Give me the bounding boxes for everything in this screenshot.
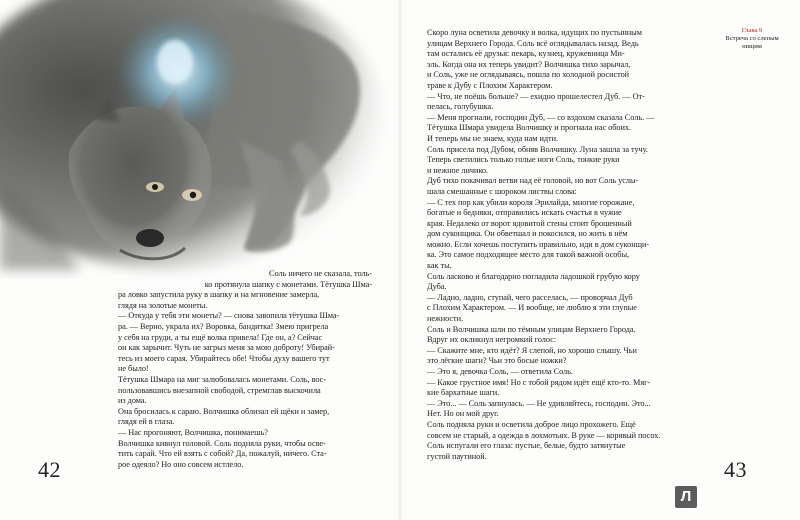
- text-line: — Нас прогоняют, Волчишка, понимаешь?: [118, 427, 268, 437]
- text-line: кие бархатные шаги.: [427, 388, 500, 398]
- left-page-text: [118, 269, 372, 470]
- text-line: можно. Если хочешь поступить правильно, иди в дом суконщи-: [427, 239, 650, 249]
- chapter-subtitle-line-1: Встреча со слепым: [725, 35, 779, 42]
- text-line: ка. Это самое подходящее место для такой важной особы,: [427, 250, 630, 260]
- page-number-left: 42: [38, 457, 61, 482]
- text-line: — С тех пор как убили короля Эрилайда, многие горожане,: [427, 197, 635, 207]
- text-line: он как зарычит. Чуть не загрыз меня за мою доброту! Убирай-: [118, 343, 335, 353]
- text-line: глядя на золотые монеты.: [118, 300, 208, 310]
- text-line: траве к Дубу с Плохим Характером.: [427, 80, 553, 90]
- text-line: Соль присела под Дубом, обняв Волчишку. Луна зашла за тучу.: [427, 144, 648, 154]
- text-line: Дуба.: [427, 282, 447, 292]
- text-line: эль. Когда она их теперь увидит? Волчишка тихо зарычал,: [427, 59, 631, 69]
- text-line: Тётушка Шмара на миг залюбовалась монетами. Соль, вос-: [118, 374, 327, 384]
- text-line: Соль ничего не сказала, толь-: [269, 269, 372, 278]
- wolf-left-pupil: [152, 184, 158, 190]
- chapter-title: Глава 9: [741, 27, 763, 34]
- chapter-heading: [714, 27, 790, 51]
- text-line: и нежное личико.: [427, 165, 489, 175]
- text-line: — Меня прогнали, господин Дуб, — со вздохом сказала Соль. —: [427, 112, 655, 122]
- text-line: у себя на груди, а ты ещё волка привела! Где он, а? Сейчас: [118, 332, 323, 342]
- text-line: как ты.: [427, 261, 452, 271]
- text-line: — Откуда у тебя эти монеты? — снова завопила тётушка Шма-: [118, 311, 340, 321]
- text-line: улицам Верхнего Города. Соль всё оглядывалась назад. Ведь: [427, 38, 639, 48]
- text-line: Соль и Волчишка шли по тёмным улицам Верхнего Города.: [427, 324, 636, 334]
- text-line: Она бросилась к сараю. Волчишка облизал ей щёки и замер,: [118, 406, 330, 416]
- text-line: и Соль, уже не оглядываясь, пошла по холодной росистой: [427, 70, 630, 80]
- text-line: И теперь мы не знаем, куда нам идти.: [427, 133, 559, 143]
- text-line: это лёгкие шаги? Чьи это босые ножки?: [427, 356, 567, 366]
- text-line: Волчишка кивнул головой. Соль подняла руки, чтобы осве-: [118, 438, 326, 448]
- text-line: Соль испугали его глаза: пустые, белые, будто затянутые: [427, 441, 626, 451]
- right-page-text: [427, 28, 689, 462]
- text-line: — Что, не поёшь больше? — ехидно прошелестел Дуб. — От-: [427, 91, 645, 101]
- text-line: шала смешанные с шороком листвы слова:: [427, 186, 577, 196]
- text-line: Теперь светились только голые ноги Соль, тонкие руки: [427, 155, 620, 165]
- text-line: — Скажите мне, кто идёт? Я слепой, но хорошо слышу. Чьи: [427, 345, 637, 355]
- text-line: тить сарай. Что ей взять с собой? Да, пожалуй, ничего. Ста-: [118, 449, 327, 459]
- text-line: Вдруг их окликнул негромкий голос:: [427, 335, 557, 345]
- text-line: пользовавшись внезапной свободой, стремглав выскочила: [118, 385, 321, 395]
- text-line: — Это я, девочка Соль, — ответила Соль.: [427, 367, 573, 376]
- text-line: тесь из моего сарая. Убирайтесь обе! Чтобы духу вашего тут: [118, 353, 330, 363]
- text-line: пелась, голубушка.: [427, 102, 494, 112]
- text-line: с Плохим Характером. — И вообще, не люблю я эти глупые: [427, 303, 637, 313]
- text-line: — Это... — Соль запнулась. — Не удивляйтесь, господин. Это...: [427, 398, 651, 408]
- publisher-logo: Л: [675, 486, 697, 508]
- text-line: Скоро луна осветила девочку и волка, идущих по пустынным: [427, 28, 642, 37]
- wolf-nose: [136, 229, 164, 247]
- page-number-right: 43: [724, 457, 747, 482]
- ghost-figure-face: [157, 40, 193, 84]
- text-line: Дуб тихо покачивал ветви над её головой, но вот Соль услы-: [427, 176, 639, 186]
- text-line: — Какое грустное имя! Но с тобой рядом идёт ещё кто-то. Мяг-: [427, 377, 651, 387]
- text-line: рое одеяло? Но оно совсем истлело.: [118, 459, 244, 469]
- text-line: Соль ласково и благодарно погладила ладошкой грубую кору: [427, 271, 640, 281]
- text-line: густой паутиной.: [427, 451, 487, 461]
- text-line: края. Недалеко от ворот ядовитой стены стоит брошенный: [427, 218, 632, 228]
- text-line: богатые и бедняки, отправились искать счастья в чужие: [427, 208, 622, 218]
- text-line: нежности.: [427, 314, 464, 324]
- text-line: ко протянула шапку с монетами. Тётушка Шма-: [204, 279, 372, 289]
- wolf-right-pupil: [190, 192, 196, 198]
- text-line: совсем не старый, а одежда в лохмотьях. В руке — корявый посох.: [427, 430, 661, 440]
- text-line: ра ловко запустила руку в шапку и на мгновение замерла,: [118, 290, 320, 300]
- chapter-subtitle-line-2: нищим: [742, 43, 762, 50]
- text-line: — Ладно, ладно, ступай, чего расселась, — проворчал Дуб: [427, 292, 633, 302]
- text-line: Нет. Но он мой друг.: [427, 409, 499, 419]
- wolf-illustration: [0, 0, 400, 285]
- text-line: не было!: [118, 364, 149, 374]
- text-line: глядя ей в глаза.: [118, 417, 175, 427]
- text-line: Соль подняла руки и осветила доброе лицо прохожего. Ещё: [427, 419, 636, 429]
- text-line: ра. — Верно, украла их? Воровка, бандитка! Змею пригрела: [118, 321, 329, 331]
- text-line: дом суконщика. Он обветшал и покосился, но жить в нём: [427, 229, 628, 239]
- text-line: там остались её друзья: пекарь, кузнец, кружевница Ми-: [427, 49, 625, 59]
- text-line: из дома.: [118, 396, 147, 406]
- text-line: Тётушка Шмара увидела Волчишку и прогнала нас обоих.: [427, 123, 631, 133]
